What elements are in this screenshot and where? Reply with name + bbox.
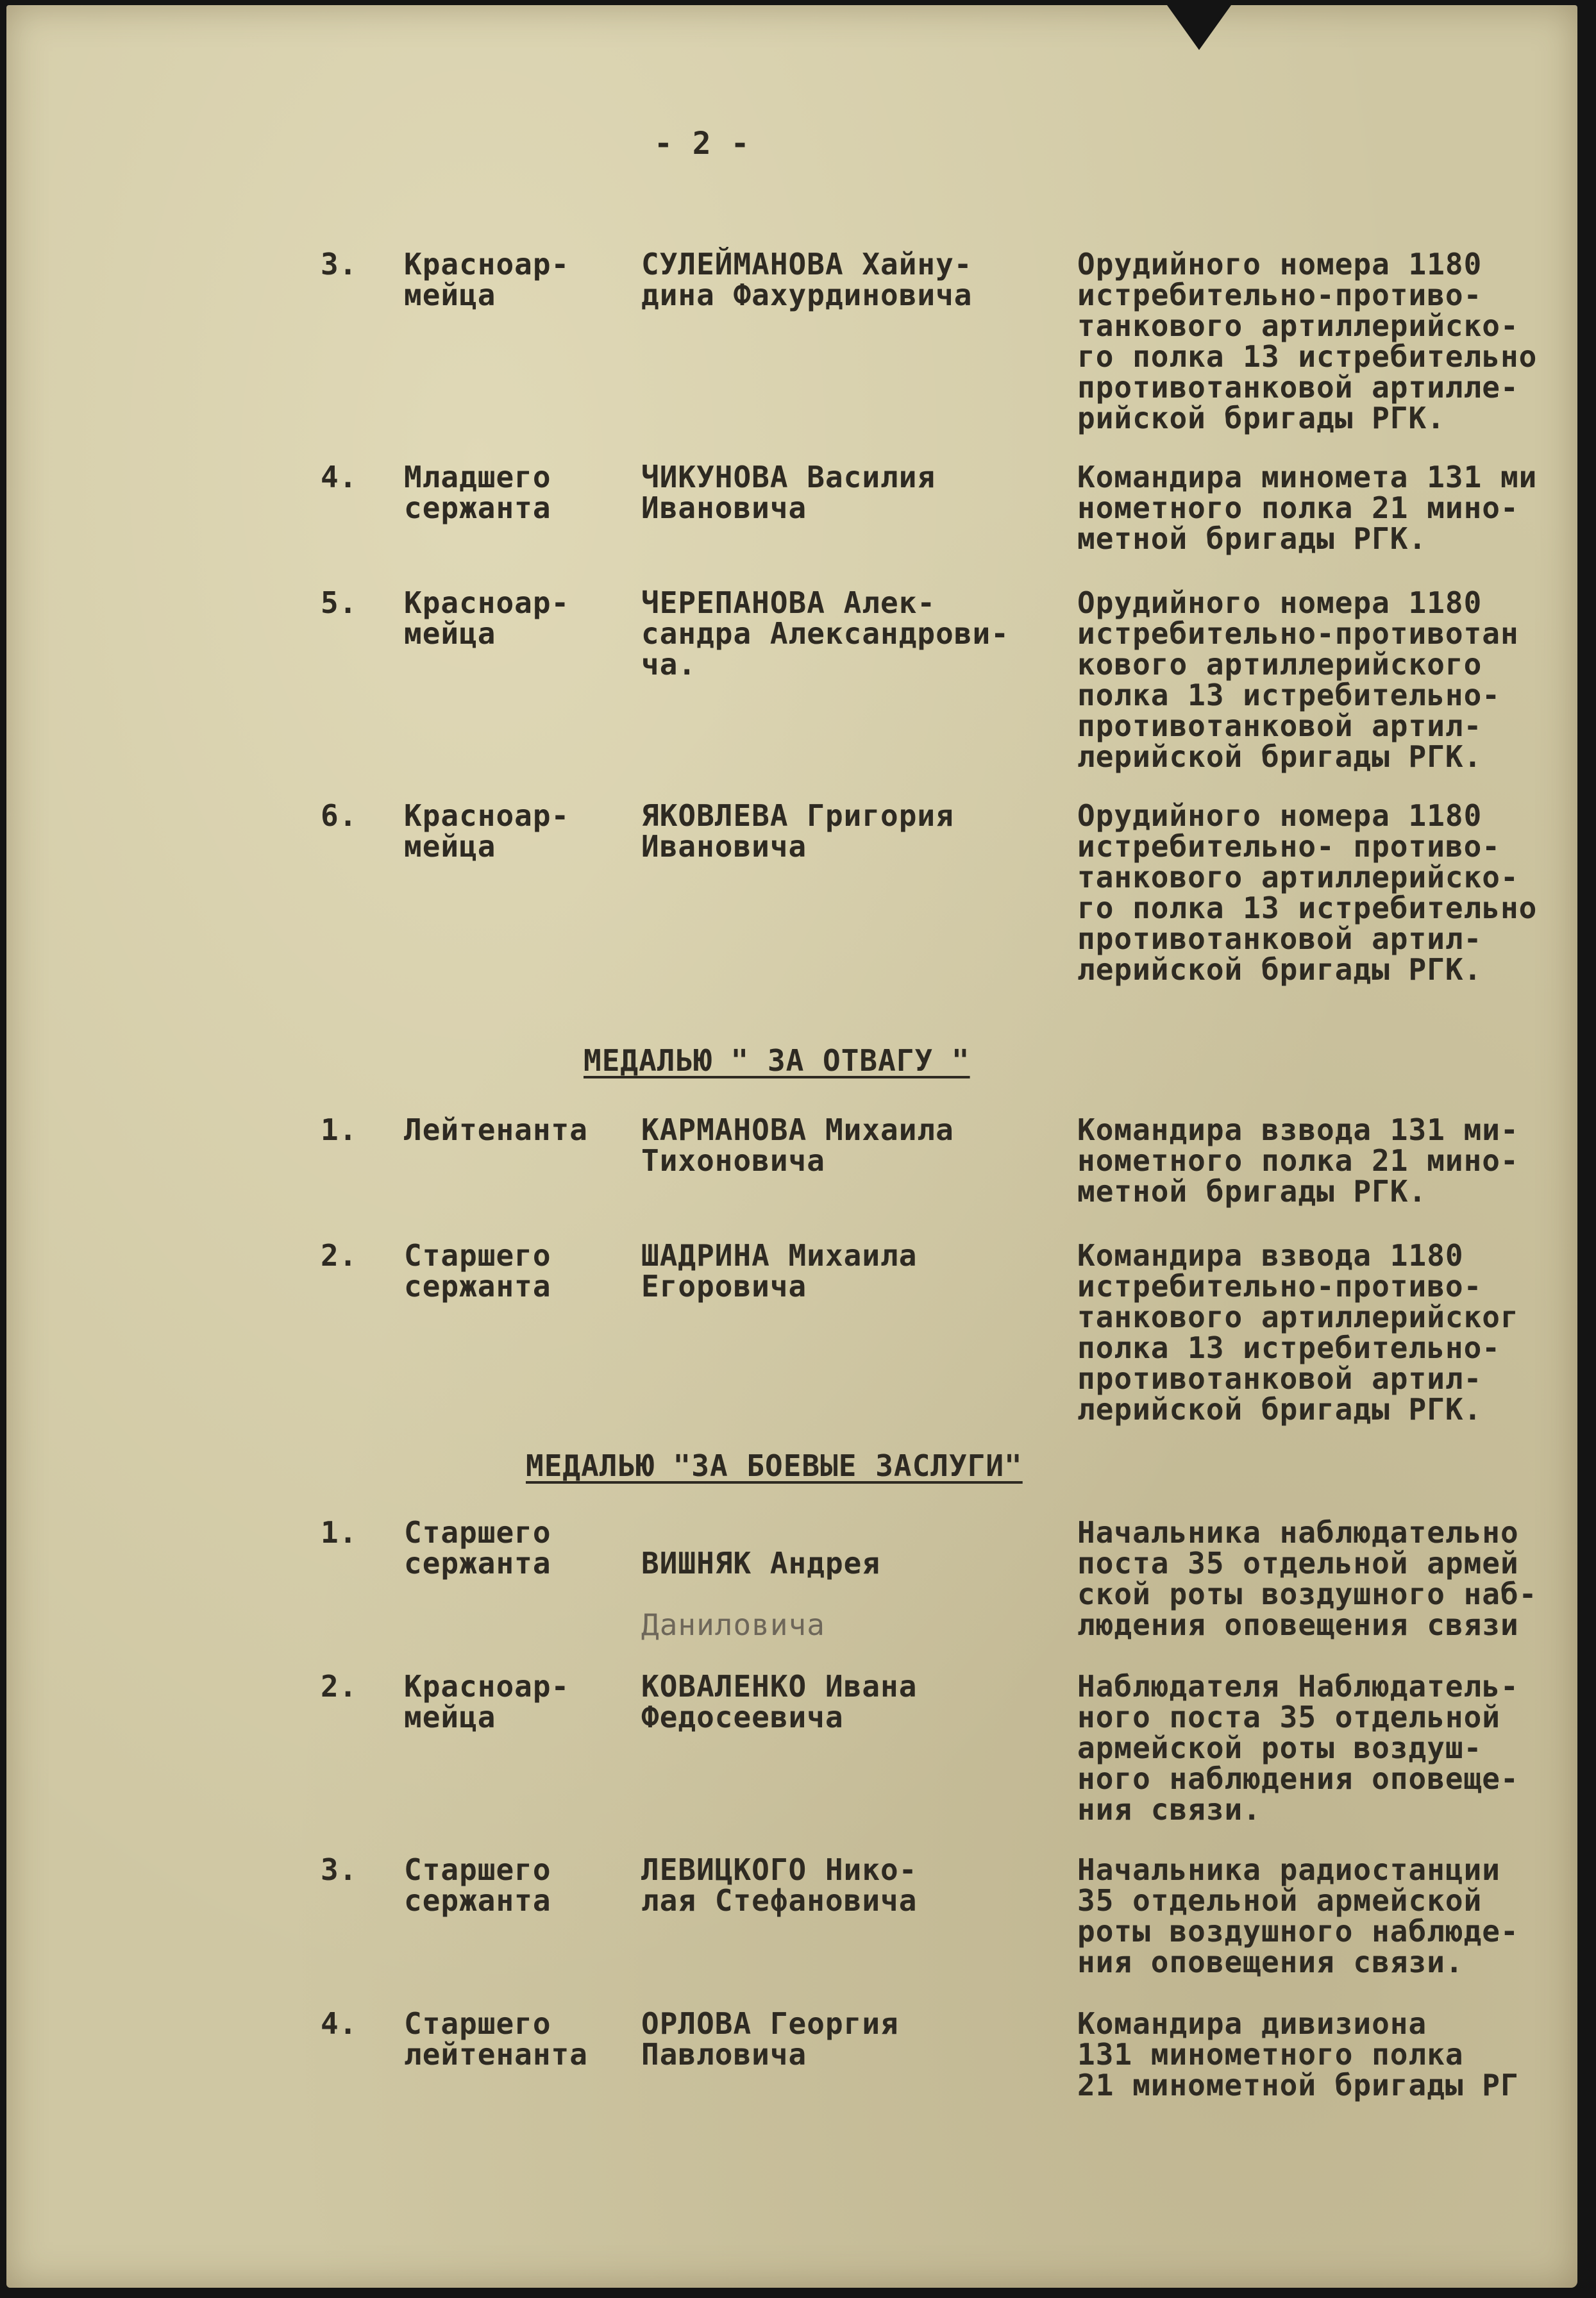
entry-position: Командира дивизиона 131 минометного полка 21 минометной бригады РГ (1077, 2006, 1519, 2102)
torn-notch (1167, 5, 1231, 50)
document-page (6, 5, 1577, 2288)
entry-name: ЧЕРЕПАНОВА Алек- сандра Александрови- ча. (641, 585, 1009, 682)
entry-number: 6. (321, 798, 358, 833)
entry-rank: Красноар- мейца (404, 1669, 570, 1734)
entry-number: 4. (321, 460, 358, 494)
entry-number: 1. (321, 1515, 358, 1550)
entry-name: ЧИКУНОВА Василия Ивановича (641, 460, 936, 525)
entry-rank: Красноар- мейца (404, 247, 570, 312)
entry-position: Командира взвода 131 ми- нометного полка 21 мино- метной бригады РГК. (1077, 1112, 1519, 1209)
entry-number: 5. (321, 585, 358, 620)
entry-name: ЯКОВЛЕВА Григория Ивановича (641, 798, 954, 864)
entry-name-primary: ВИШНЯК Андрея (641, 1546, 881, 1581)
entry-position: Орудийного номера 1180 истребительно- противо- танкового артиллерийско- го полка 13 истребительно противотанковой артил- лерийской бригады РГК. (1077, 798, 1538, 987)
entry-rank: Красноар- мейца (404, 798, 570, 864)
entry-name: ЛЕВИЦКОГО Нико- лая Стефановича (641, 1852, 918, 1918)
entry-number: 4. (321, 2006, 358, 2041)
entry-position: Орудийного номера 1180 истребительно-противо- танкового артиллерийско- го полка 13 истребительно противотанковой артилле- рийской бригады РГК. (1077, 247, 1538, 435)
entry-position: Начальника наблюдательно поста 35 отдельной армей ской роты воздушного наб- людения оповещения связи (1077, 1515, 1538, 1642)
entry-name: КАРМАНОВА Михаила Тихоновича (641, 1112, 954, 1178)
entry-position: Наблюдателя Наблюдатель- ного поста 35 отдельной армейской роты воздуш- ного наблюдения оповеще- ния связи. (1077, 1669, 1519, 1827)
entry-rank: Старшего лейтенанта (404, 2006, 588, 2072)
entry-position: Начальника радиостанции 35 отдельной армейской роты воздушного наблюде- ния оповещения связи. (1077, 1852, 1519, 1979)
entry-number: 1. (321, 1112, 358, 1147)
entry-number: 3. (321, 247, 358, 281)
section-heading: МЕДАЛЬЮ "ЗА БОЕВЫЕ ЗАСЛУГИ" (526, 1448, 1023, 1483)
entry-name-patronymic: Даниловича (641, 1607, 825, 1642)
entry-rank: Лейтенанта (404, 1112, 588, 1147)
entry-rank: Красноар- мейца (404, 585, 570, 651)
entry-name (641, 1517, 1052, 1640)
entry-name: СУЛЕЙМАНОВА Хайну- дина Фахурдиновича (641, 247, 973, 312)
entry-position: Командира взвода 1180 истребительно-противо- танкового артиллерийског полка 13 истребительно- противотанковой артил- лерийской бригады РГК. (1077, 1238, 1519, 1427)
entry-position: Командира миномета 131 ми нометного полка 21 мино- метной бригады РГК. (1077, 460, 1538, 556)
section-heading: МЕДАЛЬЮ " ЗА ОТВАГУ " (584, 1043, 970, 1078)
entry-number: 2. (321, 1669, 358, 1704)
entry-position: Орудийного номера 1180 истребительно-противотан кового артиллерийского полка 13 истребительно- противотанковой артил- лерийской бригады РГК. (1077, 585, 1519, 774)
entry-name: ШАДРИНА Михаила Егоровича (641, 1238, 918, 1304)
entry-name: КОВАЛЕНКО Ивана Федосеевича (641, 1669, 918, 1734)
entry-rank: Младшего сержанта (404, 460, 551, 525)
entry-number: 2. (321, 1238, 358, 1273)
entry-number: 3. (321, 1852, 358, 1887)
entry-rank: Старшего сержанта (404, 1852, 551, 1918)
entry-name: ОРЛОВА Георгия Павловича (641, 2006, 899, 2072)
entry-rank: Старшего сержанта (404, 1515, 551, 1581)
page-number: - 2 - (654, 126, 750, 162)
entry-rank: Старшего сержанта (404, 1238, 551, 1304)
